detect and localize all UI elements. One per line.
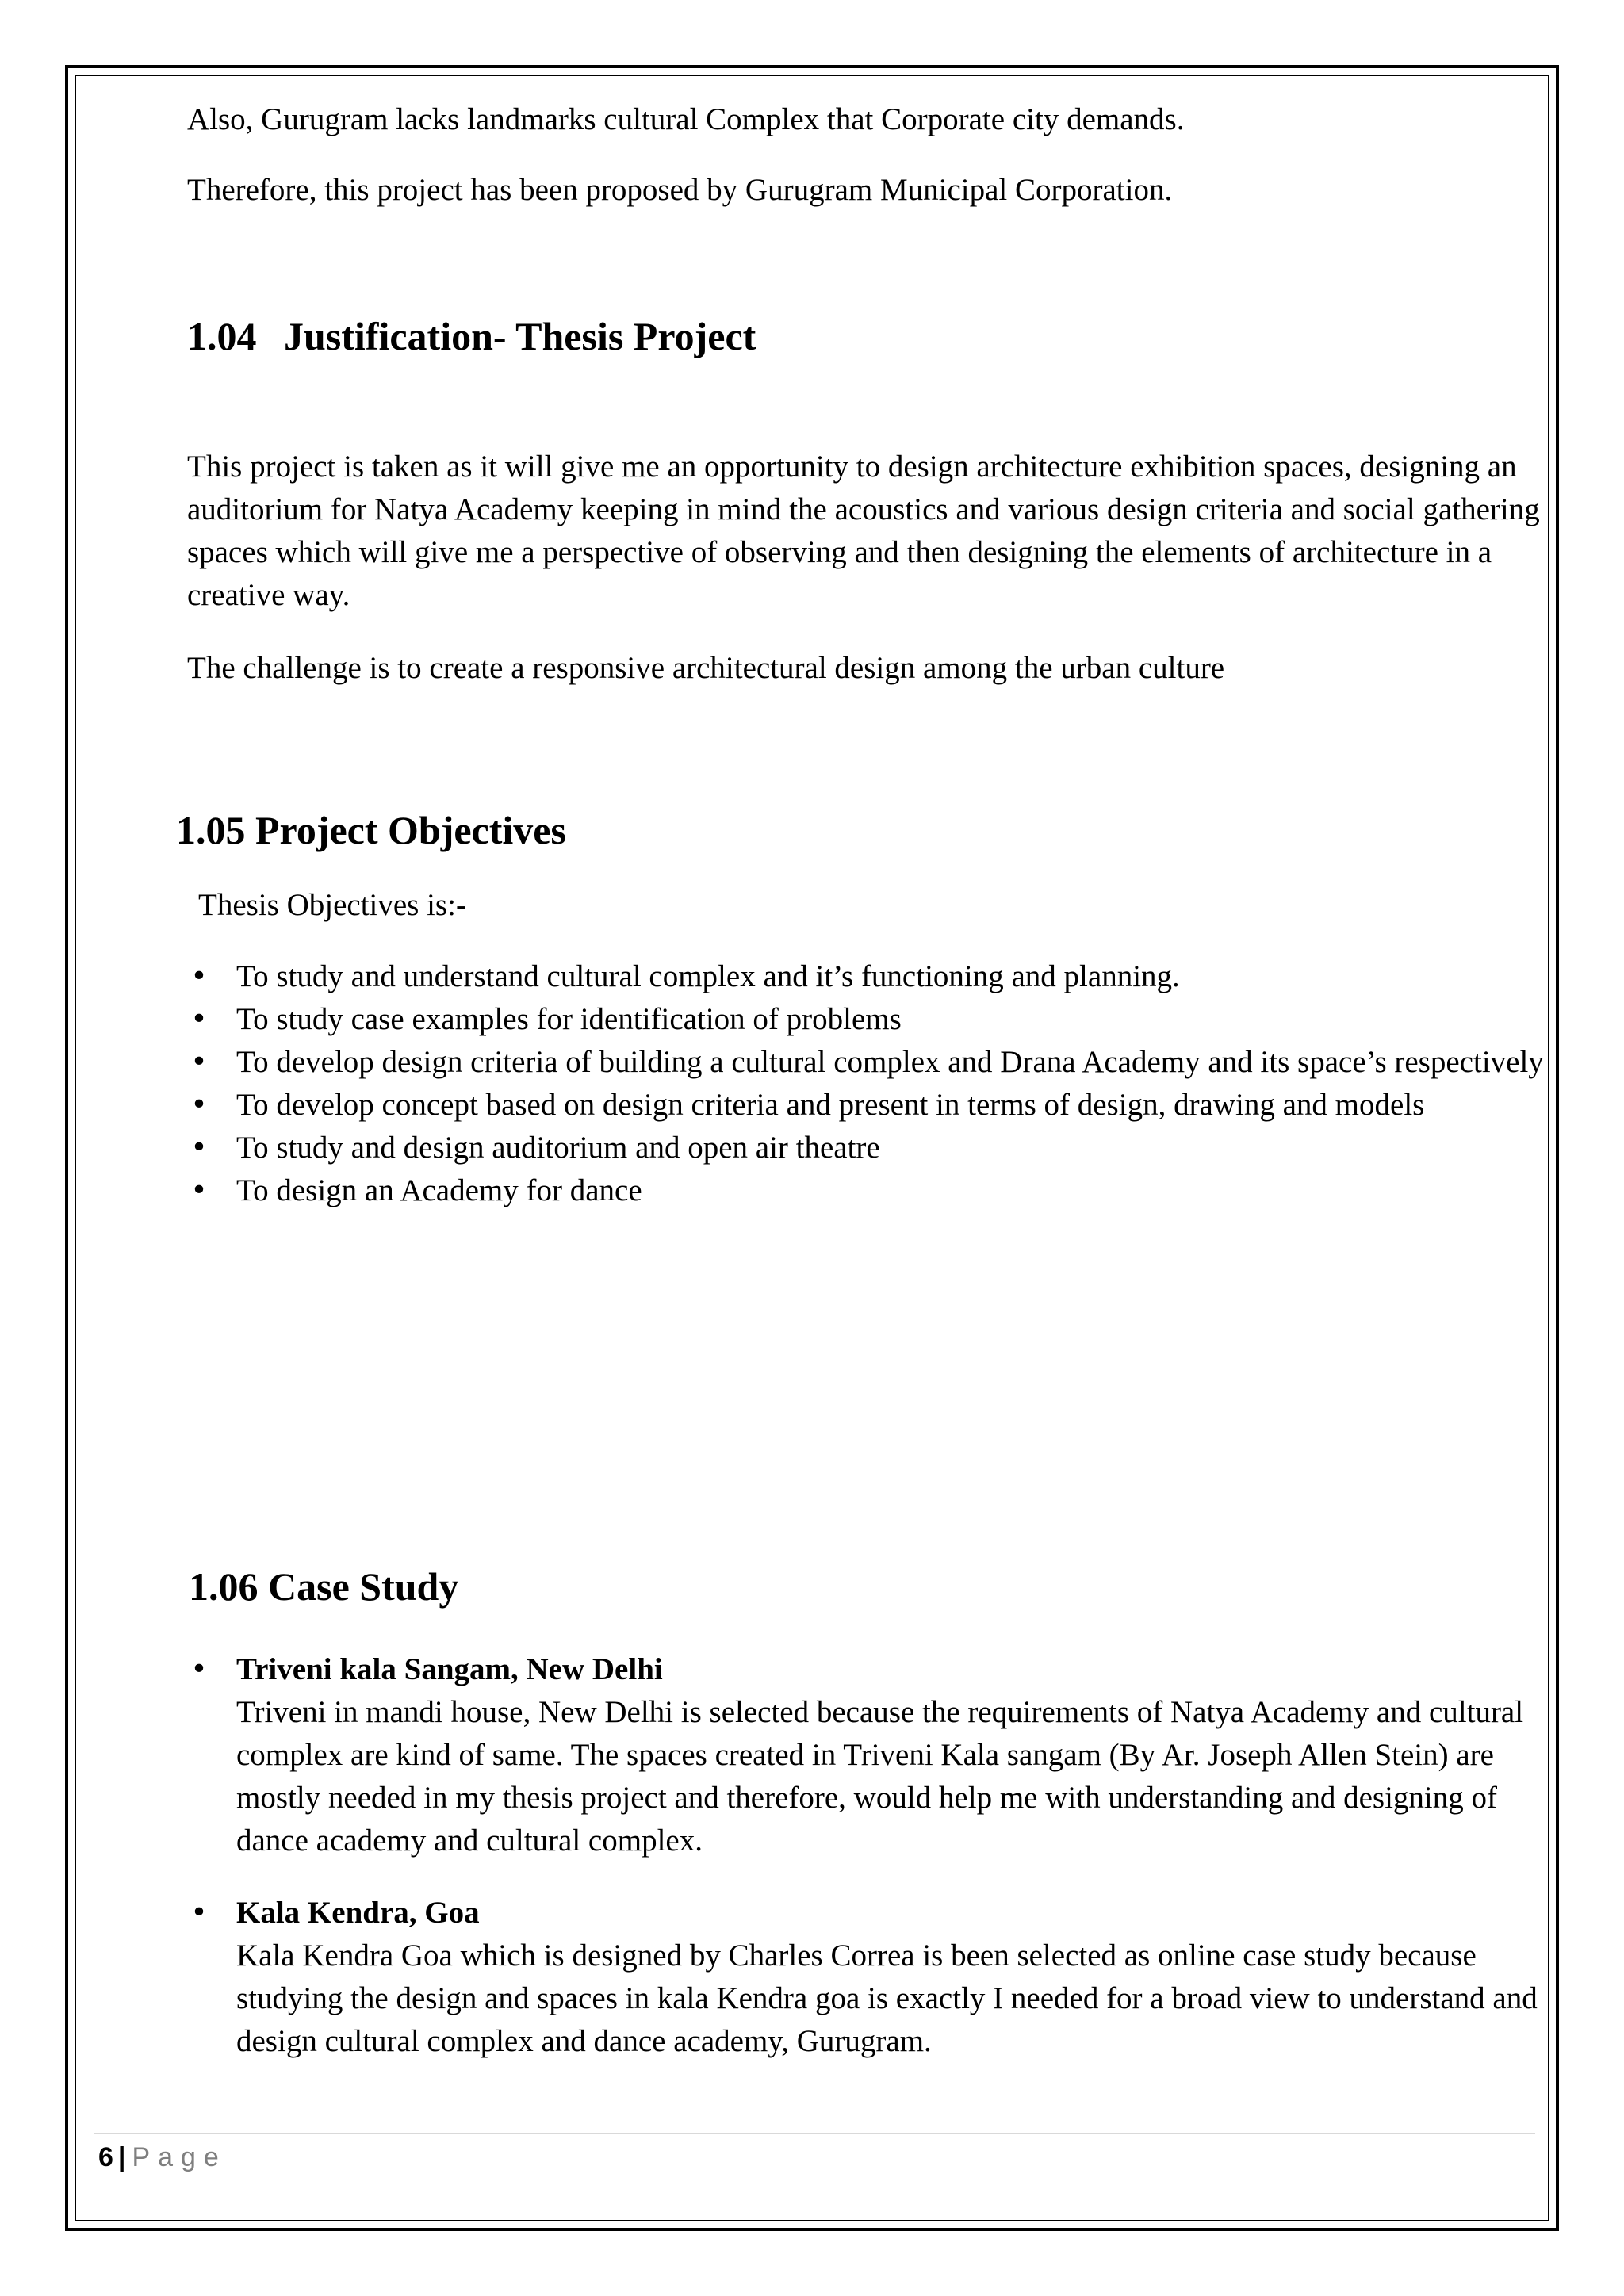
- objective-text: To develop design criteria of building a cultural complex and Drana Academy and its space’s respectively: [236, 1045, 1544, 1079]
- section-106-heading: 1.06 Case Study: [189, 1564, 459, 1609]
- section-104-number: 1.04: [187, 314, 257, 358]
- list-item: [187, 955, 1551, 998]
- bullet-icon: •: [190, 1089, 208, 1121]
- case-study-item-kala-kendra: [187, 1892, 1551, 2063]
- case-study-item-triveni: [187, 1648, 1551, 1862]
- page-footer: [98, 2137, 227, 2177]
- list-item: [187, 1084, 1551, 1127]
- challenge-paragraph: The challenge is to create a responsive architectural design among the urban culture: [187, 651, 1225, 685]
- objective-text: To develop concept based on design criteria and present in terms of design, drawing and models: [236, 1088, 1425, 1122]
- objective-text: To design an Academy for dance: [236, 1173, 642, 1207]
- case-study-title: Triveni kala Sangam, New Delhi: [236, 1652, 663, 1686]
- bullet-icon: •: [190, 1653, 208, 1686]
- justification-paragraph: This project is taken as it will give me an opportunity to design architecture exhibition spaces, designing an auditorium for Natya Academy keeping in mind the acoustics and various design criteria and social gathering spaces which will give me a perspective of observing and then designing the elements of architecture in a creative way.: [187, 450, 1540, 612]
- bullet-icon: •: [190, 1003, 208, 1035]
- objective-text: To study case examples for identification of problems: [236, 1002, 902, 1036]
- list-item: [187, 1041, 1551, 1084]
- list-item: [187, 1169, 1551, 1212]
- bullet-icon: •: [190, 1896, 208, 1929]
- list-item: [187, 1127, 1551, 1169]
- section-104-title: Justification- Thesis Project: [284, 314, 756, 358]
- objective-text: To study and design auditorium and open air theatre: [236, 1131, 880, 1165]
- objectives-intro: Thesis Objectives is:-: [198, 888, 466, 922]
- page-separator: |: [117, 2142, 126, 2172]
- page-label: Page: [132, 2142, 227, 2172]
- intro-paragraph-1: Also, Gurugram lacks landmarks cultural Complex that Corporate city demands.: [187, 102, 1185, 136]
- bullet-icon: •: [190, 1174, 208, 1207]
- intro-paragraph-2: Therefore, this project has been proposed by Gurugram Municipal Corporation.: [187, 173, 1173, 207]
- list-item: [187, 998, 1551, 1041]
- footer-divider: [94, 2133, 1535, 2134]
- objective-text: To study and understand cultural complex and it’s functioning and planning.: [236, 959, 1180, 993]
- section-104-heading: [187, 312, 756, 360]
- case-study-text: Kala Kendra Goa which is designed by Charles Correa is been selected as online case study because studying the design and spaces in kala Kendra goa is exactly I needed for a broad view to understand and design cultural complex and dance academy, Gurugram.: [236, 1938, 1538, 2058]
- objectives-list: [187, 955, 1551, 1212]
- bullet-icon: •: [190, 1046, 208, 1078]
- bullet-icon: •: [190, 960, 208, 993]
- case-study-text: Triveni in mandi house, New Delhi is selected because the requirements of Natya Academy and cultural complex are kind of same. The spaces created in Triveni Kala sangam (By Ar. Joseph Allen Stein) are mostly needed in my thesis project and therefore, would help me with understanding and designing of dance academy and cultural complex.: [236, 1695, 1524, 1858]
- bullet-icon: •: [190, 1131, 208, 1164]
- section-105-heading: 1.05 Project Objectives: [176, 808, 566, 852]
- case-study-title: Kala Kendra, Goa: [236, 1896, 480, 1930]
- page-number: 6: [98, 2142, 113, 2172]
